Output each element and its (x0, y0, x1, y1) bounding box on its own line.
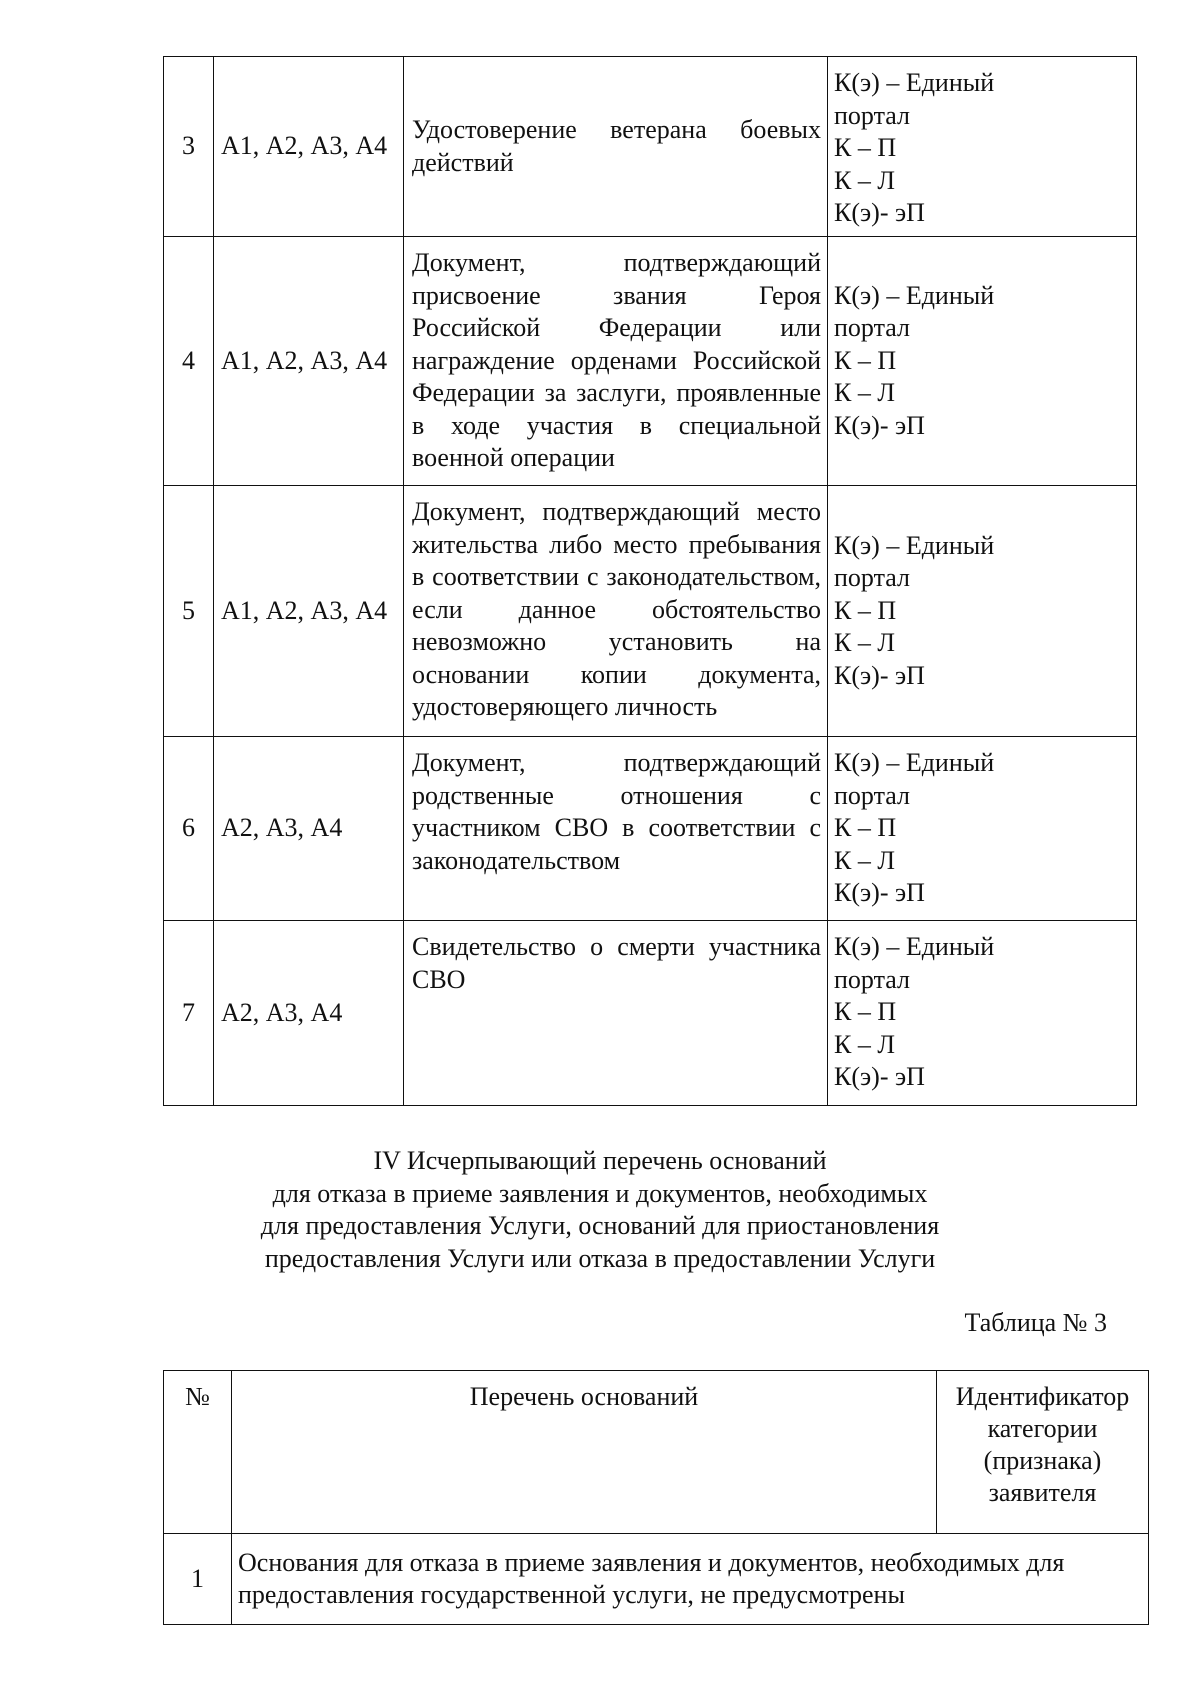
table-row (164, 921, 1137, 1106)
table-row (164, 737, 1137, 921)
document-description: Документ, подтверждающий присвоение звания Героя Российской Федерации или награждение орденами Российской Федерации за заслуги, проявленные в ходе участия в специальной военной операции (404, 237, 828, 486)
document-description: Свидетельство о смерти участника СВО (404, 921, 828, 1106)
applicant-categories: А1, А2, А3, А4 (214, 486, 404, 737)
row-number: 5 (164, 486, 214, 737)
applicant-categories: А2, А3, А4 (214, 921, 404, 1106)
applicant-categories: А2, А3, А4 (214, 737, 404, 921)
table-row (164, 1534, 1149, 1625)
table-row (164, 237, 1137, 486)
grounds-table (163, 1370, 1149, 1625)
section-heading-line: IV Исчерпывающий перечень оснований (373, 1146, 827, 1175)
submission-channels: К(э) – Единый портал К – П К – Л К(э)- эП (828, 921, 1137, 1106)
grounds-text: Основания для отказа в приеме заявления и документов, необходимых для предоставления государственной услуги, не предусмотрены (232, 1534, 1149, 1625)
table-header-row (164, 1371, 1149, 1534)
column-header-grounds: Перечень оснований (232, 1371, 937, 1534)
document-description: Документ, подтверждающий родственные отношения с участником СВО в соответствии с законодательством (404, 737, 828, 921)
section-heading-line: для отказа в приеме заявления и документов, необходимых (272, 1178, 928, 1208)
row-number: 1 (164, 1534, 232, 1625)
row-number: 6 (164, 737, 214, 921)
row-number: 3 (164, 57, 214, 237)
submission-channels: К(э) – Единый портал К – П К – Л К(э)- эП (828, 57, 1137, 237)
document-description: Документ, подтверждающий место жительства либо место пребывания в соответствии с законодательством, если данное обстоятельство невозможно установить на основании копии документа, удостоверяющего личность (404, 486, 828, 737)
table-row (164, 57, 1137, 237)
section-heading-line: предоставления Услуги или отказа в предоставлении Услуги (264, 1243, 936, 1273)
row-number: 4 (164, 237, 214, 486)
document-description: Удостоверение ветерана боевых действий (404, 57, 828, 237)
applicant-categories: А1, А2, А3, А4 (214, 237, 404, 486)
submission-channels: К(э) – Единый портал К – П К – Л К(э)- эП (828, 486, 1137, 737)
row-number: 7 (164, 921, 214, 1106)
submission-channels: К(э) – Единый портал К – П К – Л К(э)- эП (828, 237, 1137, 486)
section-heading (0, 1145, 1200, 1275)
table-row (164, 486, 1137, 737)
documents-table (163, 56, 1137, 1106)
table-caption: Таблица № 3 (964, 1308, 1107, 1337)
section-heading-line: для предоставления Услуги, оснований для приостановления (260, 1211, 940, 1240)
submission-channels: К(э) – Единый портал К – П К – Л К(э)- эП (828, 737, 1137, 921)
column-header-category-id: Идентификатор категории (признака) заявителя (937, 1371, 1149, 1534)
applicant-categories: А1, А2, А3, А4 (214, 57, 404, 237)
column-header-number: № (164, 1371, 232, 1534)
